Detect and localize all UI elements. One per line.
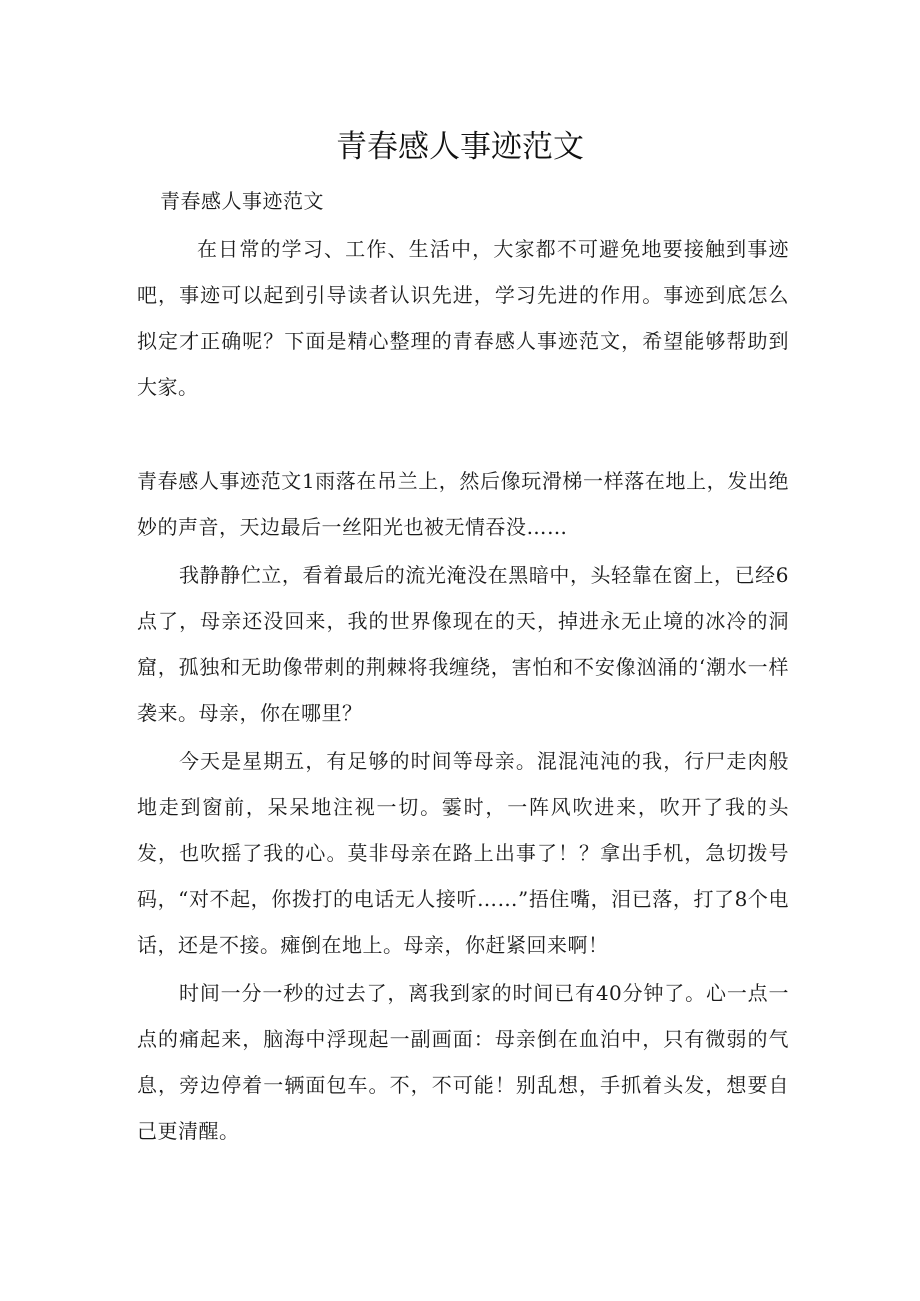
paragraph-body: 今天是星期五，有足够的时间等母亲。混混沌沌的我，行尸走肉般地走到窗前，呆呆地注视一切。霎时，一阵风吹进来，吹开了我的头发，也吹摇了我的心。莫非母亲在路上出事了！？拿出手机，急切拨号码，“对不起，你拨打的电话无人接听……”捂住嘴，泪已落，打了8个电话，还是不接。瘫倒在地上。母亲，你赶紧回来啊！ [137,749,789,957]
document-subtitle: 青春感人事迹范文 [160,189,324,213]
paragraph-example-1: 青春感人事迹范文1雨落在吊兰上，然后像玩滑梯一样落在地上，发出绝妙的声音，天边最后一丝阳光也被无情吞没…… [137,469,789,539]
paragraph-body: 我静静伫立，看着最后的流光淹没在黑暗中，头轻靠在窗上，已经6点了，母亲还没回来，我的世界像现在的天，掉进永无止境的冰冷的洞窟，孤独和无助像带刺的荆棘将我缠绕，害怕和不安像汹涌的‘潮水一样袭来。母亲，你在哪里？ [137,563,789,725]
document-title: 青春感人事迹范文 [336,129,584,165]
paragraph-body: 时间一分一秒的过去了，离我到家的时间已有40分钟了。心一点一点的痛起来，脑海中浮现起一副画面：母亲倒在血泊中，只有微弱的气息，旁边停着一辆面包车。不，不可能！别乱想，手抓着头发，想要自己更清醒。 [137,981,789,1143]
paragraph-intro: 在日常的学习、工作、生活中，大家都不可避免地要接触到事迹吧，事迹可以起到引导读者认识先进，学习先进的作用。事迹到底怎么拟定才正确呢？下面是精心整理的青春感人事迹范文，希望能够帮助到大家。 [137,237,789,399]
